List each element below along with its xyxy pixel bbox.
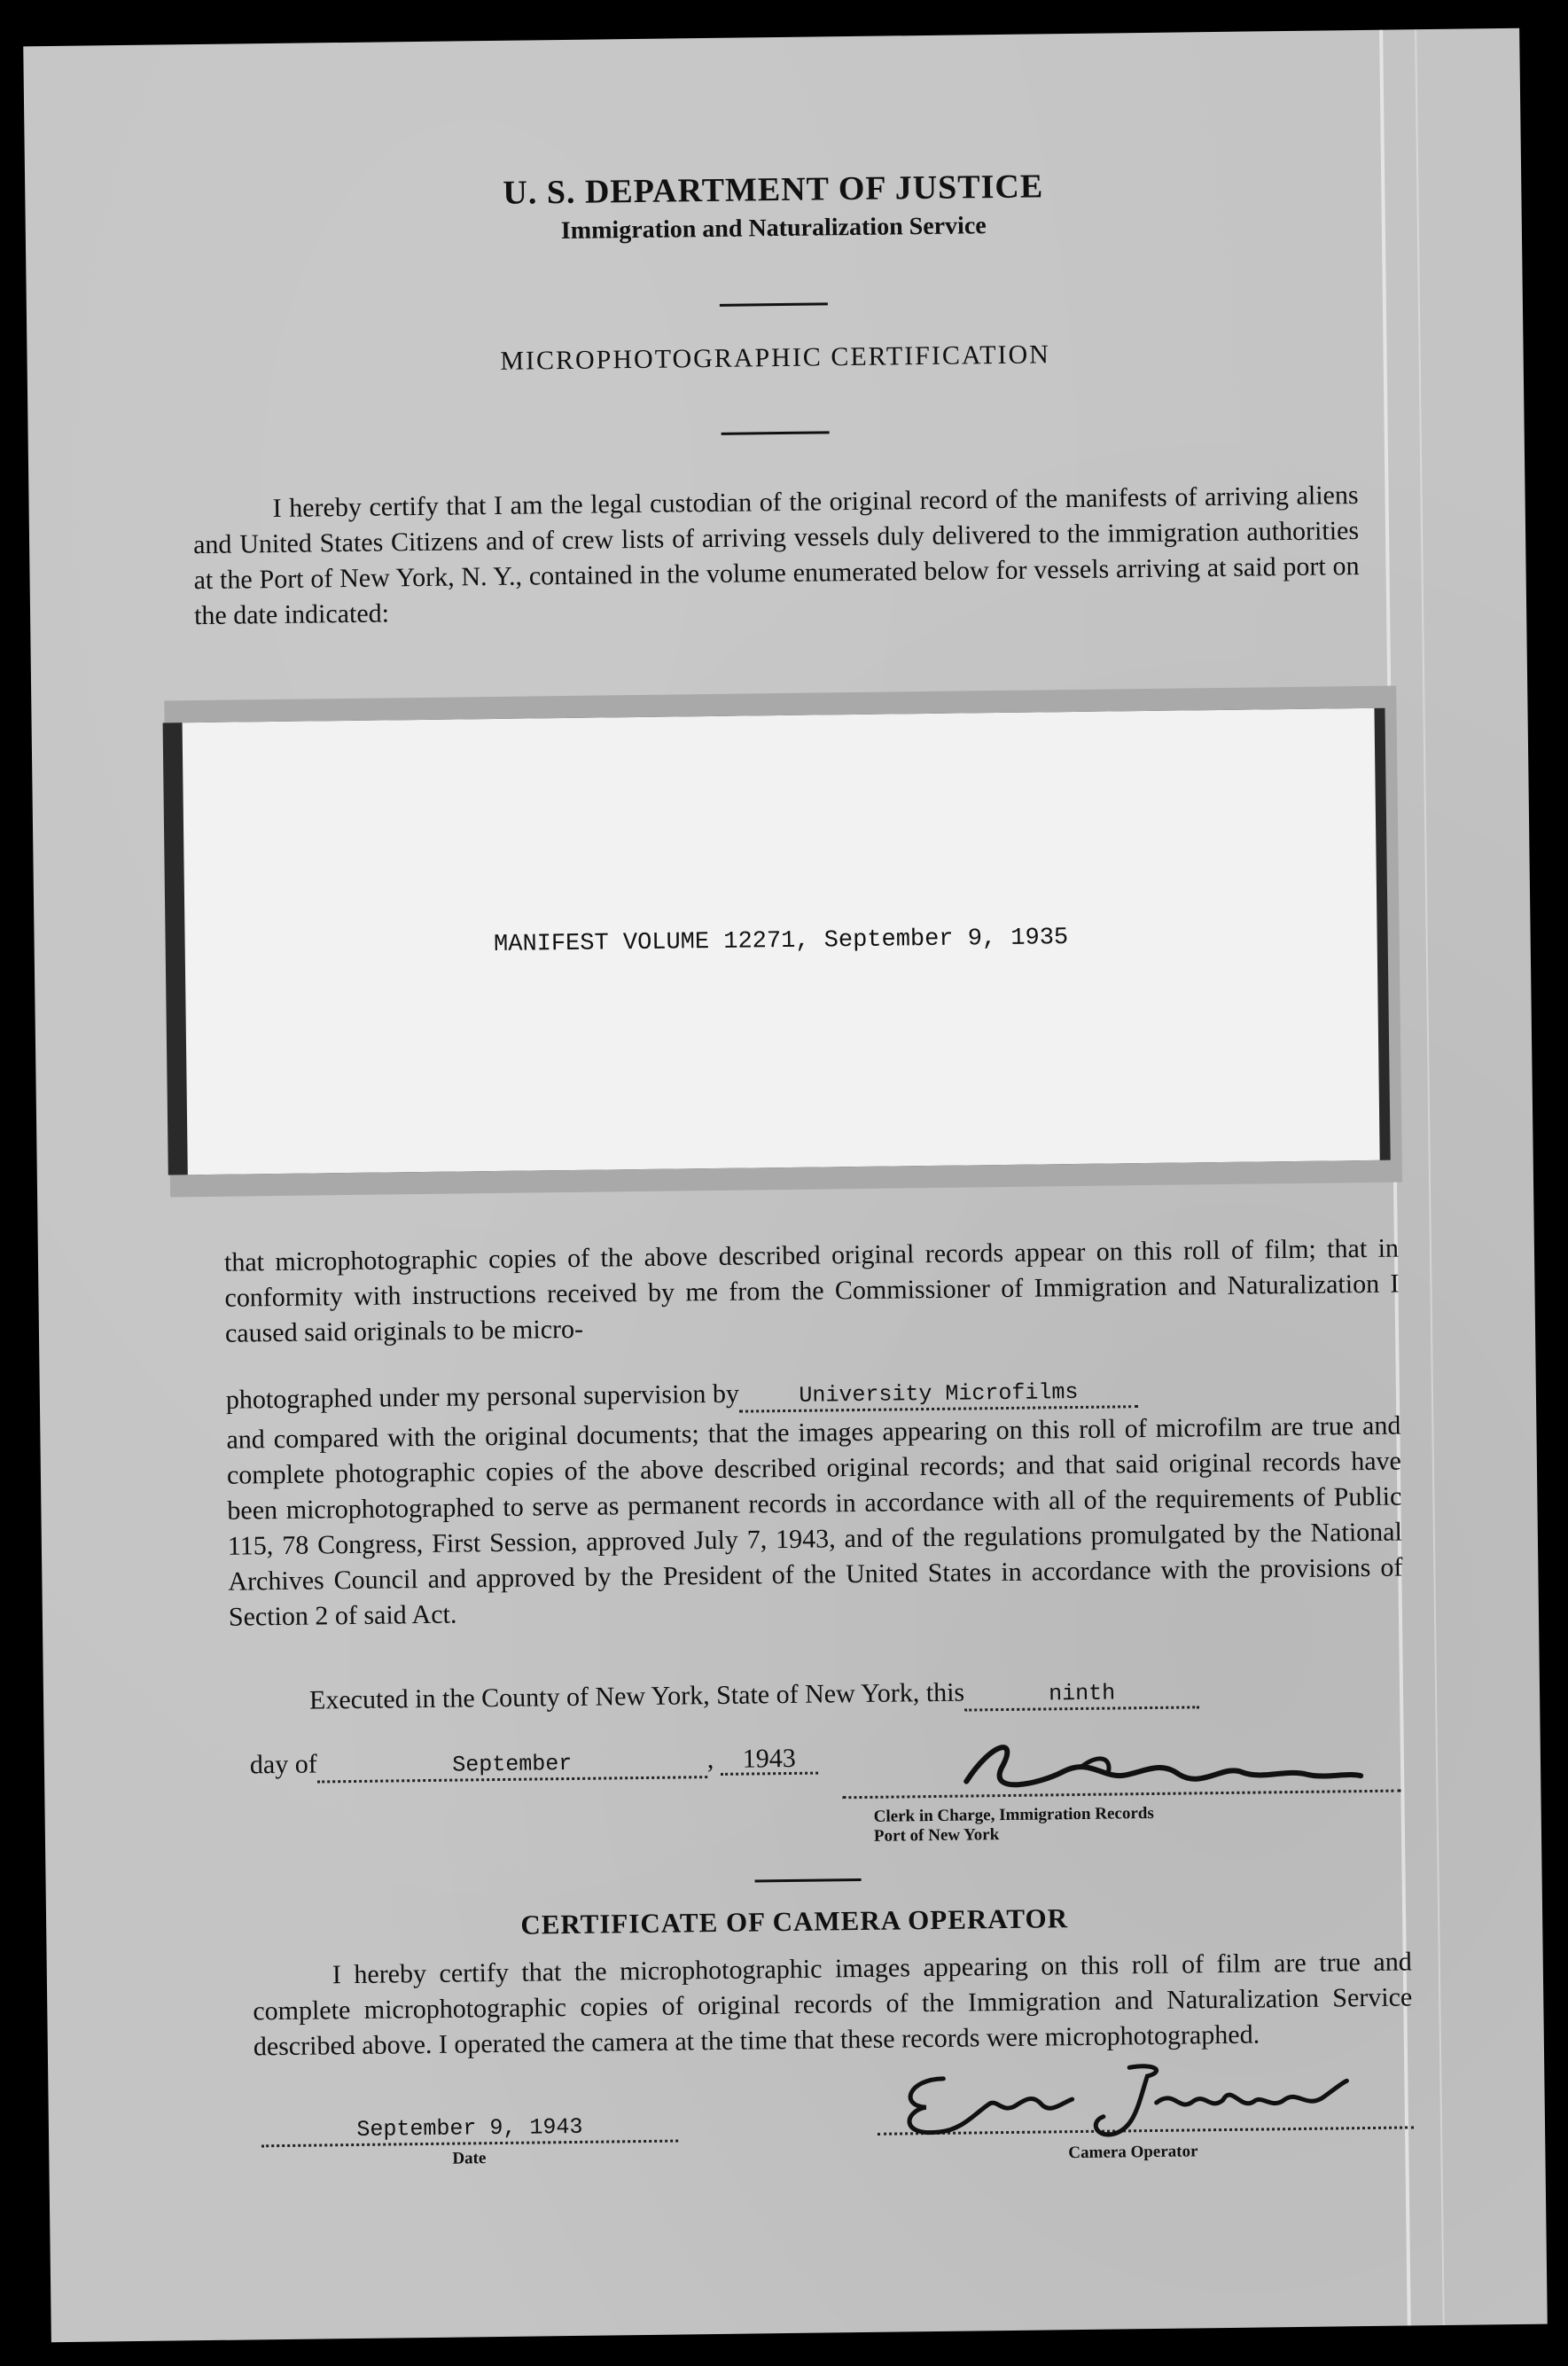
camera-date-caption: Date	[452, 2149, 487, 2168]
film-crease-secondary	[1415, 29, 1445, 2325]
supervisor-name: University Microfilms	[739, 1378, 1138, 1412]
executed-month: September	[317, 1749, 707, 1783]
clerk-caption-port: Port of New York	[873, 1825, 1000, 1846]
camera-operator-title: CERTIFICATE OF CAMERA OPERATOR	[520, 1902, 1069, 1940]
camera-date-line	[261, 2109, 678, 2148]
clerk-caption-title: Clerk in Charge, Immigration Records	[873, 1803, 1154, 1826]
day-of-line: day of September , 1943	[250, 1744, 818, 1784]
clerk-signature	[957, 1728, 1366, 1813]
camera-operator-statement: I hereby certify that the microphotographic images appearing on this roll of film are true and complete microphotographic copies of original records of the Immigration and Naturalization Service described above. I operated the camera at the time that these records were microphotographed.	[253, 1947, 1413, 2062]
supervision-prefix: photographed under my personal supervision by	[225, 1378, 740, 1415]
service-subheading: Immigration and Naturalization Service	[560, 212, 987, 246]
executed-day: ninth	[964, 1679, 1199, 1711]
volume-label-box	[183, 708, 1380, 1175]
certification-intro: I hereby certify that I am the legal custodian of the original record of the manifests of arriving aliens and United States Citizens and of crew lists of arriving vessels duly delivered to the immigration authorities at the Port of New York, N. Y., contained in the volume enumerated below for vessels arriving at said port on the date indicated:	[192, 480, 1360, 631]
heading-divider-top	[720, 302, 828, 306]
executed-line	[309, 1675, 1200, 1719]
certificate-page	[23, 28, 1548, 2342]
department-heading: U. S. DEPARTMENT OF JUSTICE	[503, 168, 1044, 212]
clerk-caption	[874, 1804, 1155, 1847]
day-of-prefix: day of	[249, 1749, 317, 1780]
certification-title: MICROPHOTOGRAPHIC CERTIFICATION	[500, 340, 1051, 376]
heading-divider-bottom	[722, 431, 830, 434]
camera-section-divider	[755, 1878, 862, 1882]
certification-body-part1: that microphotographic copies of the above described original records appear on this roll of film; that in conformity with instructions received by me from the Commissioner of Immigration and Naturalization I caused said originals to be micro-	[223, 1233, 1400, 1348]
executed-prefix: Executed in the County of New York, State of New York, this	[308, 1677, 965, 1715]
camera-operator-signature	[890, 2047, 1352, 2150]
camera-date-value: September 9, 1943	[261, 2113, 678, 2148]
camera-operator-caption: Camera Operator	[1068, 2142, 1198, 2163]
manifest-volume-label: MANIFEST VOLUME 12271, September 9, 1935	[493, 925, 1069, 958]
certification-body-part3: and compared with the original documents; that the images appearing on this roll of microfilm are true and complete photographic copies of the above described original records; and that said original records have been microphotographed to serve as permanent records in accordance with all of the requirements of Public 115, 78 Congress, First Session, approved July 7, 1943, and of the regulations promulgated by the National Archives Council and approved by the President of the United States in accordance with the provisions of Section 2 of said Act.	[226, 1410, 1403, 1632]
executed-year: 1943	[721, 1745, 818, 1776]
